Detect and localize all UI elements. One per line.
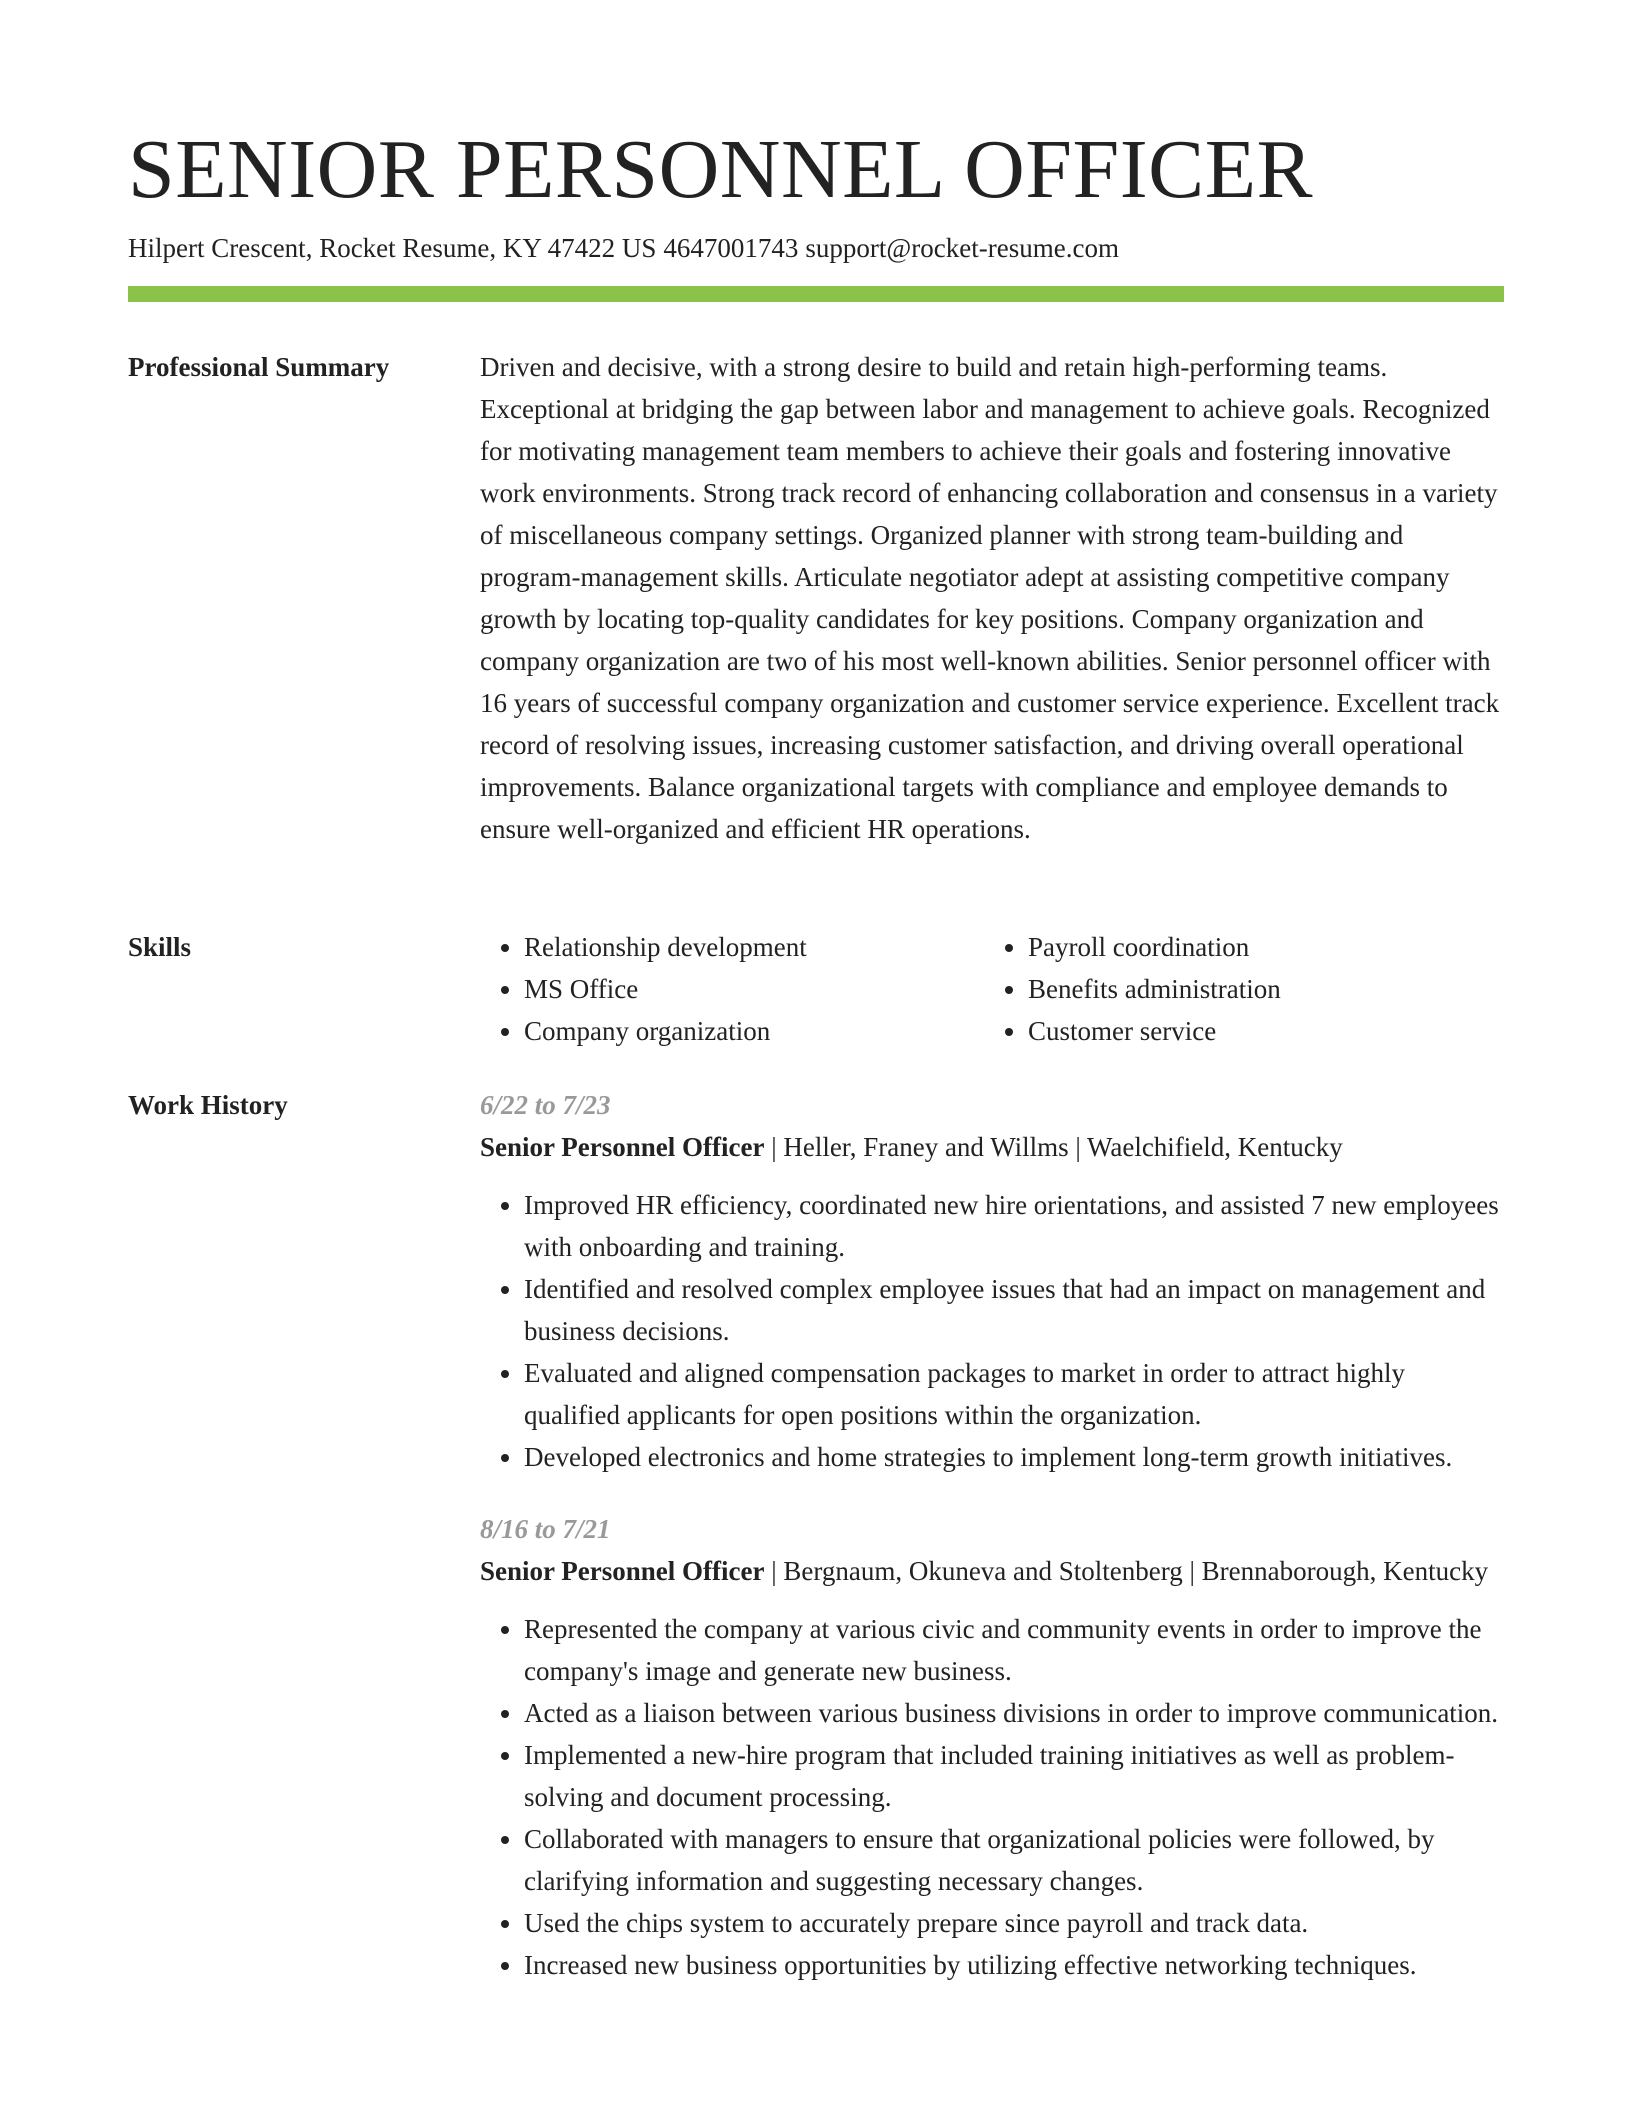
job-bullet: • Represented the company at various civic and community events in order to improve the company's image and generate new business.: [524, 1608, 1504, 1692]
skill-item: • Company organization: [524, 1010, 984, 1052]
resume-name-heading: SENIOR PERSONNEL OFFICER: [128, 123, 1314, 216]
skill-item: • Customer service: [1028, 1010, 1504, 1052]
job-dates: 6/22 to 7/23: [480, 1090, 611, 1120]
job-bullet: • Evaluated and aligned compensation packages to market in order to attract highly qualified applicants for open positions within the organization.: [524, 1352, 1504, 1436]
contact-line: [128, 230, 1119, 266]
skills-section: [480, 926, 1504, 1052]
contact-email: support@rocket-resume.com: [805, 233, 1119, 263]
job-bullets: [480, 1184, 1504, 1478]
job-bullets: [480, 1608, 1504, 1986]
job-heading: [480, 1126, 1504, 1168]
job-details: | Bergnaum, Okuneva and Stoltenberg | Brennaborough, Kentucky: [764, 1556, 1489, 1586]
contact-address: Hilpert Crescent, Rocket Resume, KY 47422 US: [128, 233, 657, 263]
job-details: | Heller, Franey and Willms | Waelchifield, Kentucky: [764, 1132, 1343, 1162]
job-title: Senior Personnel Officer: [480, 1556, 765, 1586]
job-title: Senior Personnel Officer: [480, 1132, 765, 1162]
job-bullet: • Implemented a new-hire program that included training initiatives as well as problem-solving and document processing.: [524, 1734, 1504, 1818]
work-history-section: [480, 1084, 1504, 1986]
job-bullet: • Used the chips system to accurately prepare since payroll and track data.: [524, 1902, 1504, 1944]
skills-list-right: [984, 926, 1504, 1052]
section-label-summary: Professional Summary: [128, 352, 390, 382]
header-divider: [128, 286, 1504, 302]
job-entry: [480, 1084, 1504, 1478]
section-label-skills: Skills: [128, 932, 192, 962]
skills-grid: [480, 926, 1504, 1052]
job-heading: [480, 1550, 1504, 1592]
skill-item: • MS Office: [524, 968, 984, 1010]
job-bullet: • Developed electronics and home strategies to implement long-term growth initiatives.: [524, 1436, 1504, 1478]
job-bullet: • Collaborated with managers to ensure that organizational policies were followed, by clarifying information and suggesting necessary changes.: [524, 1818, 1504, 1902]
skill-item: • Payroll coordination: [1028, 926, 1504, 968]
job-bullet: • Increased new business opportunities by utilizing effective networking techniques.: [524, 1944, 1504, 1986]
skill-item: • Benefits administration: [1028, 968, 1504, 1010]
job-bullet: • Identified and resolved complex employee issues that had an impact on management and business decisions.: [524, 1268, 1504, 1352]
job-entry: [480, 1508, 1504, 1986]
skill-item: • Relationship development: [524, 926, 984, 968]
job-bullet: • Improved HR efficiency, coordinated new hire orientations, and assisted 7 new employees with onboarding and training.: [524, 1184, 1504, 1268]
summary-section: [480, 346, 1504, 850]
job-bullet: • Acted as a liaison between various business divisions in order to improve communication.: [524, 1692, 1504, 1734]
summary-text: Driven and decisive, with a strong desire to build and retain high-performing teams. Exceptional at bridging the gap between labor and management to achieve goals. Recognized for motivating management team members to achieve their goals and fostering innovative work environments. Strong track record of enhancing collaboration and consensus in a variety of miscellaneous company settings. Organized planner with strong team-building and program-management skills. Articulate negotiator adept at assisting competitive company growth by locating top-quality candidates for key positions. Company organization and company organization are two of his most well-known abilities. Senior personnel officer with 16 years of successful company organization and customer service experience. Excellent track record of resolving issues, increasing customer satisfaction, and driving overall operational improvements. Balance organizational targets with compliance and employee demands to ensure well-organized and efficient HR operations.: [480, 352, 1500, 844]
section-label-work-history: Work History: [128, 1090, 288, 1120]
skills-list-left: [480, 926, 984, 1052]
job-dates: 8/16 to 7/21: [480, 1514, 611, 1544]
contact-phone: 4647001743: [663, 233, 799, 263]
